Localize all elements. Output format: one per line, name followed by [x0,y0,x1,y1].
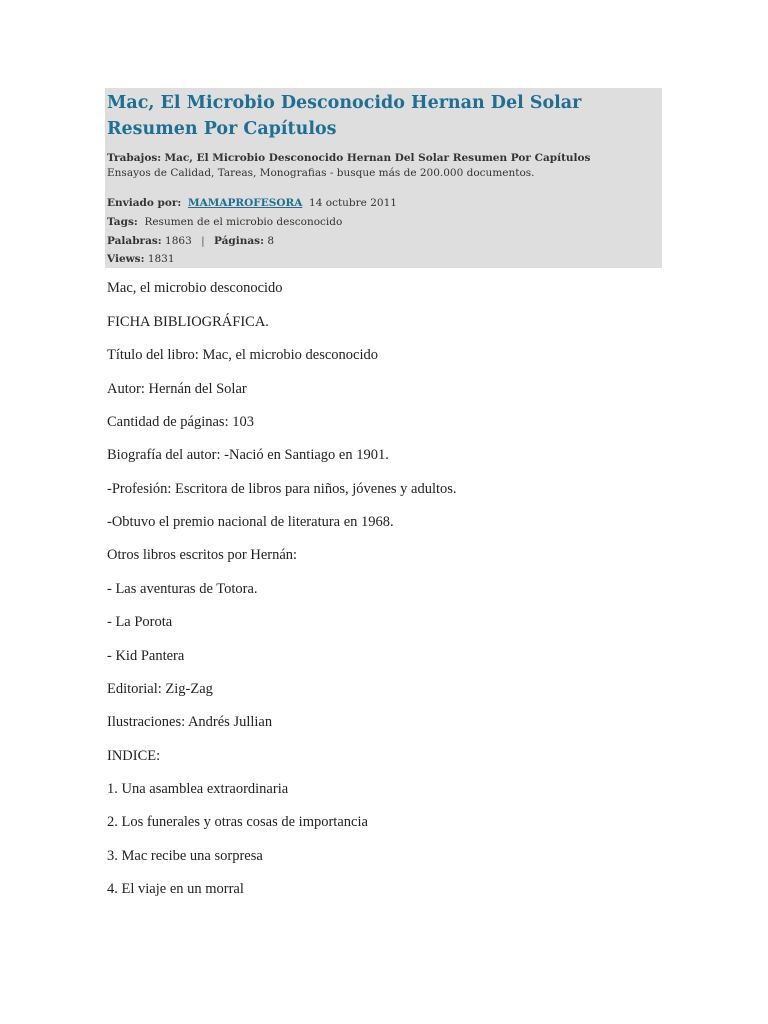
body-line: - La Porota [107,614,173,630]
body-line: Mac, el microbio desconocido [107,280,283,296]
author-link[interactable]: MAMAPROFESORA [187,197,303,209]
post-date: 14 octubre 2011 [309,197,397,209]
body-line: Otros libros escritos por Hernán: [107,547,298,563]
views-label: Views: [107,253,145,265]
tags-line [107,215,657,230]
body-line: Autor: Hernán del Solar [107,381,247,397]
palabras-label: Palabras: [107,235,162,247]
body-line: FICHA BIBLIOGRÁFICA. [107,314,269,330]
body-line: Biografía del autor: -Nació en Santiago en 1901. [107,447,389,463]
tags-value: Resumen de el microbio desconocido [144,216,343,228]
body-line: 3. Mac recibe una sorpresa [107,848,263,864]
paginas-label: Páginas: [214,235,264,247]
body-line: INDICE: [107,748,161,764]
paginas-value: 8 [267,235,275,247]
body-line: 4. El viaje en un morral [107,881,244,897]
body-line: 1. Una asamblea extraordinaria [107,781,289,797]
body-line: - Kid Pantera [107,648,185,664]
body-line: 2. Los funerales y otras cosas de importancia [107,814,368,830]
enviado-line [107,196,657,211]
document-title: Mac, El Microbio Desconocido Hernan Del Solar Resumen Por Capítulos [107,93,582,139]
body-line: - Las aventuras de Totora. [107,581,258,597]
body-line: Editorial: Zig-Zag [107,681,213,697]
body-line: -Profesión: Escritora de libros para niños, jóvenes y adultos. [107,481,457,497]
trabajos-line [107,151,657,166]
palabras-value: 1863 [165,235,192,247]
body-line: Título del libro: Mac, el microbio desconocido [107,347,379,363]
body-line: Cantidad de páginas: 103 [107,414,254,430]
views-line [107,252,657,267]
enviado-label: Enviado por: [107,197,182,209]
trabajos-label: Trabajos: [107,152,162,164]
stats-separator: | [201,235,205,247]
stats-line [107,234,657,249]
trabajos-value: Mac, El Microbio Desconocido Hernan Del Solar Resumen Por Capítulos [164,152,591,164]
tags-label: Tags: [107,216,138,228]
body-line: -Obtuvo el premio nacional de literatura en 1968. [107,514,394,530]
tagline: Ensayos de Calidad, Tareas, Monografias - busque más de 200.000 documentos. [107,167,535,179]
body-line: Ilustraciones: Andrés Jullian [107,714,273,730]
views-value: 1831 [147,253,175,265]
